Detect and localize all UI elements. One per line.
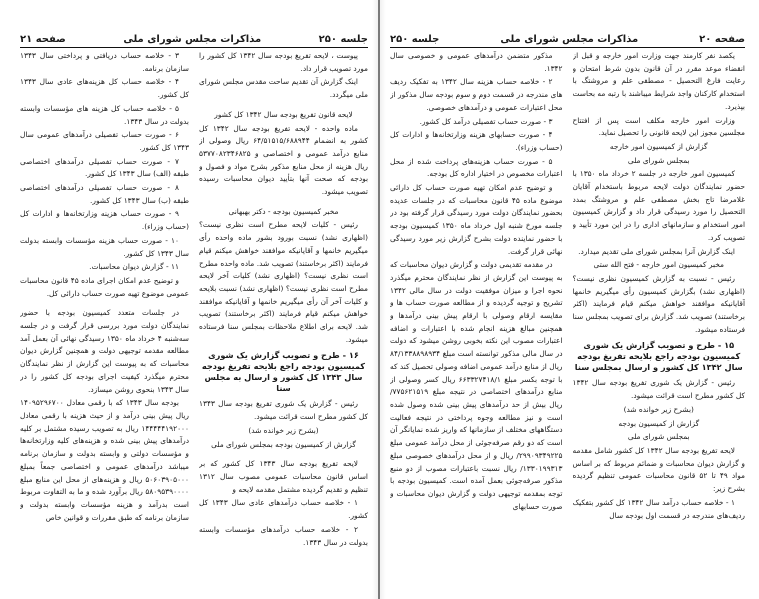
- paragraph: ۳ - صورت حساب تفصیلی درآمد کل کشور.: [419, 116, 553, 126]
- paragraph: (بشرح زیر خوانده شد): [623, 404, 694, 414]
- paragraph: رئیس - گزارش یک شوری تفریغ بودجه سال ۱۳۴۳ کل کشور مطرح است قرائت میشود.: [199, 399, 368, 422]
- session-number: جلسه ۲۵۰: [318, 34, 368, 45]
- column-left: [390, 50, 563, 591]
- paragraph: و توضیح عدم امکان اجرای ماده ۴۵ قانون محاسبات عمومی موضوع تهیه صورت حساب دارائی کل.: [20, 275, 189, 298]
- paragraph: ۲ - خلاصه حساب درآمدهای مؤسسات وابسته بدولت در سال ۱۳۴۳.: [199, 524, 368, 547]
- paragraph: ۹ - صورت حساب هزینه وزارتخانه‌ها و ادارات کل (حساب وزراء).: [20, 209, 189, 232]
- paragraph: در مقدمه تقدیمی دولت و گزارش دیوان محاسبات که به پیوست این گزارش از نظر نمایندگان محترم میگذرد نحوه اجرا و میزان موفقیت دولت در سال مالی ۱۳۴۲ تشریح و توجیه گردیده و از مطالعه صورت حساب ها و مقایسه ارقام وصولی با ارقام پیش بینی درآمدها و همچنین مبالغ هزینه انجام شده با اعتبارات و اضافه اعتبارات مصوب این نکته بخوبی روشن میشود که دولت در سال مالی مذکور توانسته است مبلغ ۸۴/۱۳۳۸۸۹۸۹۳۴ ریال از منابع درآمد عمومی اضافه وصولی تحصیل کند که با توجه بکسر مبلغ ۶۶۳۳۲۷۴۱۸/۱ ریال کسر وصولی از منابع درآمدهای اختصاصی در نتیجه مبلغ ۷۷۵۶۲۱۵۱۹/ ریال بیش از حد درآمدهای پیش بینی شده وصول شده است و نیز مطالعه وجوه پرداختی در نتیجه فعالیت دستگاههای مختلف از سازمانها که واریز شده نمایانگر آن است که دو رقم صرفه‌جوئی از محل درآمد عمومی مبلغ ۲۹۹۰۹۳۴۹۲۲۵/ ریال و از محل درآمدهای خصوصی مبلغ ۱۳۳۰۱۹۹۳۱۳/ ریال نسبت باعتبارات مصوب از دو منبع مذکور صرفه‌جوئی بعمل آمده است. کمیسیون بودجه با توجه بمقدمه توجیهی دولت و گزارش دیوان محاسبات و صورت حسابهای: [390, 260, 563, 511]
- paragraph: بمجلس شورای ملی: [627, 432, 690, 442]
- paragraph: ۲ - خلاصه حساب هزینه سال ۱۳۴۲ به تفکیک ردیف های مندرجه در قسمت دوم و سوم بودجه سال مذکور از محل اعتبارات عمومی و درآمدهای خصوصی.: [390, 77, 563, 112]
- paragraph: و توضیح عدم امکان تهیه صورت حساب کل دارائی موضوع ماده ۴۵ قانون محاسبات که در جلسات عدیده بحضور نمایندگان دولت مورد رسیدگی قرار گرفته بود در جلسه مورخ شنبه اول خرداد ماه ۱۳۵۰ کمیسیون بودجه با حضور نماینده دولت بشرح گزارش زیر مورد رسیدگی نهائی قرار گرفت.: [390, 183, 563, 256]
- paragraph: در جلسات متعدد کمیسیون بودجه با حضور نمایندگان دولت مورد بررسی قرار گرفت و در جلسه سه‌شنبه ۴ خرداد ماه ۱۳۵۰ رسیدگی نهائی آن بعمل آمد مطالعه مقدمه توجیهی دولت و همچنین گزارش دیوان محاسبات که به پیوست این گزارش از نظر نمایندگان محترم میگذرد کیفیت اجرای بودجه کل کشور را در سال ۱۳۴۳ بنحوی روشن میسازد.: [20, 308, 189, 394]
- paragraph: مخبر کمیسیون بودجه - دکتر بهبهانی: [228, 206, 339, 216]
- paragraph: (بشرح زیر خوانده شد): [248, 425, 319, 435]
- paragraph: ۵ - خلاصه حساب کل هزینه های مؤسسات وابسته بدولت در سال ۱۳۴۳.: [20, 103, 189, 126]
- paragraph: گزارش از کمیسیون بودجه بمجلس شورای ملی: [211, 439, 356, 449]
- column-right: [573, 50, 746, 591]
- page-number: صفحه ۲۰: [699, 34, 745, 45]
- paragraph: کمیسیون امور خارجه در جلسه ۲ خرداد ماه ۱۳۵۰ با حضور نمایندگان دولت لایحه مربوط باستخدام آقایان غلامرضا تاج بخش مصطفی علم و مروشتگ بمدد التحصیل را مورد رسیدگی قرار داد و گزارش کمیسیون امور استخدام و سازمانهای اداری را در این مورد تأیید و تصویب کرد.: [572, 169, 745, 242]
- paragraph: لایحه قانون تفریغ بودجه سال ۱۳۴۲ کل کشور: [214, 109, 353, 119]
- paragraph: رئیس - نسبت به گزارش کمیسیون نظری نیست؟ (اظهاری نشد) بگزارش کمیسیون رأی میگیریم خانمها آقایانیکه موافقند خواهش میکنم قیام فرمایند (اکثر برخاستند) تصویب شد. گزارش برای تصویب بمجلس سنا فرستاده میشود.: [572, 273, 745, 334]
- paragraph: ۱ - خلاصه حساب درآمدهای عادی سال ۱۳۴۳ کل کشور.: [199, 498, 368, 521]
- paragraph: لایحه تفریغ بودجه سال ۱۳۴۳ کل کشور که بر اساس قانون محاسبات عمومی مصوب سال ۱۳۱۲ تنظیم و تقدیم گردیده مشتمل مقدمه لایحه و: [199, 459, 368, 494]
- paragraph: رئیس - گزارش یک شوری تفریغ بودجه سال ۱۳۴۲ کل کشور مطرح است قرائت میشود.: [572, 378, 745, 401]
- paragraph: لایحه تفریغ بودجه سال ۱۳۴۲ کل کشور شامل مقدمه و گزارش دیوان محاسبات و ضمائم مربوط که بر اساس مواد ۴۹ تا ۵۲ قانون محاسبات عمومی تنظیم گردیده بشرح زیر:: [572, 445, 745, 494]
- session-number: جلسه ۲۵۰: [390, 34, 440, 45]
- paragraph: یکصد نفر کارمند جهت وزارت امور خارجه و قبل از انقضاء موعد مقرر در آن قانون بدون شرط امتحان و رعایت فارغ التحصیل - مصطفی علم و مروشتگ با استخدام کارکنان واجد شرایط میباشند با رتبه مه بحاست بپذیرد.: [572, 51, 745, 111]
- section-heading: ۱۵ - طرح و تصویب گزارش یک شوری کمیسیون بودجه راجع بلایحه تفریغ بودجه سال ۱۳۴۲ کل کشور و ارسال بمجلس سنا: [574, 340, 743, 373]
- section-heading: ۱۶ - طرح و تصویب گزارش یک شوری کمیسیون بودجه راجع بلایحه تفریغ بودجه سال ۱۳۴۳ کل کشور و ارسال به مجلس سنا: [201, 350, 366, 394]
- page-header: [20, 29, 368, 48]
- paragraph: ۶ - صورت حساب تفصیلی درآمدهای عمومی سال ۱۳۴۳ کل کشور.: [20, 130, 189, 152]
- paragraph: پیوست ، لایحه تفریغ بودجه سال ۱۳۴۲ کل کشور را مورد تصویب قرار داد.: [199, 51, 368, 73]
- paragraph: ۳ - خلاصه حساب دریافتی و پرداختی سال ۱۳۴۳ سازمان برنامه.: [20, 51, 189, 73]
- page-title: مذاکرات مجلس شورای ملی: [123, 34, 262, 45]
- paragraph: ۱۱ - گزارش دیوان محاسبات.: [89, 262, 179, 272]
- paragraph: گزارش از کمیسیون امور خارجه: [609, 141, 708, 151]
- page-21: [0, 0, 378, 599]
- paragraph: گزارش از کمیسیون بودجه: [618, 418, 700, 428]
- text-columns: [390, 50, 745, 591]
- paragraph: وزارت امور خارجه مکلف است پس از افتتاح مجلسین مجوز این لایحه قانونی را تحصیل نماید.: [572, 115, 745, 138]
- paragraph: اینک گزارش آنرا بمجلس شورای ملی تقدیم میدارد.: [578, 246, 735, 256]
- paragraph: ۱۰ - صورت حساب هزینه مؤسسات وابسته بدولت سال ۱۳۴۳ کل کشور.: [20, 235, 189, 258]
- page-number: صفحه ۲۱: [20, 34, 66, 45]
- column-right: [199, 50, 368, 591]
- book-spine: [378, 0, 380, 599]
- page-header: [390, 29, 745, 48]
- column-left: [20, 50, 189, 591]
- paragraph: بودجه سال ۱۳۴۳ که با رقمی معادل ۱۴۰۹۵۲۹۶۷۰۰ ریال پیش بینی درآمد و از حیث هزینه با رقمی معادل ۱۴۴۴۴۴۱۹۲۰۰۰ ریال به تصویب رسیده مشتمل بر کلیه درآمدهای پیش بینی شده و هزینه‌های کلیه وزارتخانه‌ها و مؤسسات دولتی و وابسته بدولت و سازمان برنامه میباشد درآمدهای عمومی و اختصاصی جمعاً بمبلغ ۵۰۶۰۳۹۰۵۰۰۰ ریال و هزینه‌های از محل این منابع مبلغ ۵۸۰۹۵۳۹۰۰۰۰ ریال برآورد شده و ما به التفاوت مربوط است بدرآمد و هزینه مؤسسات وابسته بدولت و سازمان برنامه که طبق مقررات و قوانین خاص: [20, 398, 189, 522]
- paragraph: مخبر کمیسیون امور خارجه - فتح الله ستی: [593, 260, 724, 270]
- paragraph: ماده واحده - لایحه تفریغ بودجه سال ۱۳۴۲ کل کشور به انضمام ۶۴/۵۱۵۱۵/۶۸۸۹۴۴ ریال وصولی از منابع درآمد عمومی و اختصاصی و ۵۳۷۷۰۸۲۳۴۶۸۲۵ ریال هزینه از محل منابع مذکور بشرح مواد و فصول و بودجه که صحت آنها بتأیید دیوان محاسبات رسیده تصویب میشود.: [199, 123, 368, 197]
- paragraph: ۴ - صورت حسابهای هزینه وزارتخانه‌ها و ادارات کل (حساب وزراء).: [390, 130, 563, 152]
- paragraph: ۴ - خلاصه حساب کل هزینه‌های عادی سال ۱۳۴۳ کل کشور.: [20, 77, 189, 100]
- page-title: مذاکرات مجلس شورای ملی: [500, 34, 639, 45]
- paragraph: بمجلس شورای ملی: [627, 155, 690, 165]
- paragraph: ۸ - صورت حساب تفصیلی درآمدهای اختصاصی طبقه (ب) سال ۱۳۴۳ کل کشور.: [20, 183, 189, 205]
- paragraph: رئیس - کلیات لایحه مطرح است نظری نیست؟ (اظهاری نشد) نسبت بورود بشور ماده واحده رأی میگیریم خانمها و آقایانیکه موافقند خواهش میکنم قیام فرمایند (اکثر برخاستند) تصویب شد. ماده واحده مطرح است نظری نیست؟ (اظهاری نشد) کلیات آخر لایحه مطرح است نظری نیست؟ (اظهاری نشد) نسبت بلایحه و کلیات آخر آن رأی میگیریم خانمها و آقایانیکه موافقند خواهش میکنم قیام فرمایند (اکثر برخاستند) تصویب شد. لایحه برای اطلاع ملاحظات بمجلس سنا فرستاده میشود.: [199, 220, 368, 344]
- paragraph: ۵ - صورت حساب هزینه‌های پرداخت شده از محل اعتبارات مخصوص در اختیار اداره کل بودجه.: [390, 156, 563, 179]
- paragraph: ۱ - خلاصه حساب درآمد سال ۱۳۴۲ کل کشور بتفکیک ردیف‌های مندرجه در قسمت اول بودجه سال: [572, 497, 745, 520]
- paragraph: ۷ - صورت حساب تفصیلی درآمدهای اختصاصی طبقه (الف) سال ۱۳۴۳ کل کشور.: [20, 156, 189, 179]
- paragraph: اینک گزارش آن تقدیم ساحت مقدس مجلس شورای ملی میگردد.: [199, 77, 368, 100]
- paragraph: مذکور متضمن درآمدهای عمومی و خصوصی سال ۱۳۴۲.: [390, 51, 563, 73]
- page-20: [382, 0, 759, 599]
- text-columns: [20, 50, 368, 591]
